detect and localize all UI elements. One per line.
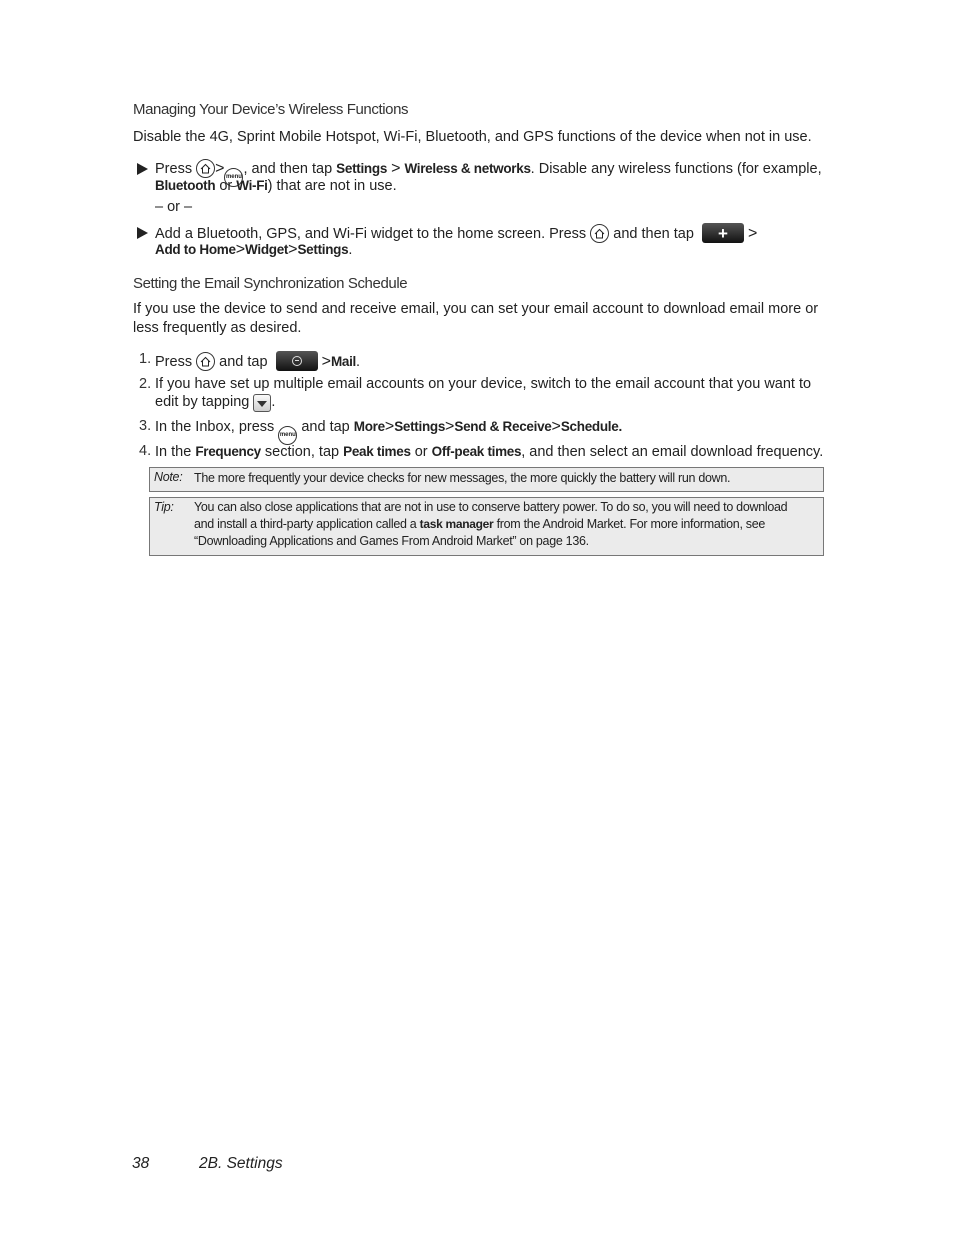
separator: > [288,241,298,258]
page-number: 38 [132,1155,150,1172]
step-number: 2. [139,376,152,392]
off-peak-times-label: Off-peak times [431,444,522,459]
text: and install a third-party application called a [194,517,417,531]
section-heading-wireless: Managing Your Device’s Wireless Functions [133,101,409,118]
step-2-line2 [155,394,275,412]
frequency-label: Frequency [195,444,261,459]
menu-path-widget: Widget [245,242,289,257]
text: section, tap [264,444,340,460]
tip-label: Tip: [154,500,174,514]
separator: > [235,241,246,258]
text: or [219,178,233,194]
text: In the Inbox, press [155,419,275,435]
text: , and then select an email download frequency. [521,444,824,460]
text: ) that are not in use. [267,178,397,194]
or-divider: – or – [155,199,193,215]
section-intro-line1: If you use the device to send and receive email, you can set your email account to download email more or [133,301,819,317]
separator: > [321,353,331,370]
step-4 [155,443,823,461]
note-box [149,467,824,492]
bluetooth-label: Bluetooth [155,178,216,193]
bullet1-line2 [155,177,397,195]
separator: > [384,418,395,435]
bullet-triangle-icon [137,227,148,239]
text: edit by tapping [155,394,250,410]
separator: > [391,160,401,177]
tip-line3: “Downloading Applications and Games From Android Market” on page 136. [194,534,589,548]
home-icon [196,352,215,371]
footer-section: 2B. Settings [199,1155,283,1172]
text: and tap [301,419,350,435]
step-number: 4. [139,443,152,459]
menu-path-wireless: Wireless & networks [404,161,531,176]
text: . [271,394,276,410]
task-manager-label: task manager [419,517,494,531]
menu-path-mail: Mail [330,354,356,369]
text: . [348,242,353,258]
step-number: 3. [139,418,152,434]
home-icon [590,224,609,243]
peak-times-label: Peak times [343,444,411,459]
section-intro-line2: less frequently as desired. [133,320,302,336]
menu-path-schedule: Schedule. [560,419,622,434]
text: . [356,354,361,370]
text: from the Android Market. For more information, see [496,517,766,531]
separator: > [747,225,758,242]
separator: > [445,418,455,435]
text: , and then tap [243,161,333,177]
tip-line2 [194,516,820,533]
bullet2-line1 [155,223,757,243]
text: . Disable any wireless functions (for example, [530,161,822,177]
step-3 [155,418,622,445]
menu-path-add-to-home: Add to Home [155,242,236,257]
menu-path-settings: Settings [297,242,349,257]
tip-box [149,497,824,556]
text: In the [155,444,192,460]
menu-icon: menu [224,168,243,187]
text: Press [155,161,193,177]
tip-line1: You can also close applications that are not in use to conserve battery power. To do so, you will need to download [194,500,788,514]
text: and then tap [613,226,694,242]
text: Press [155,354,193,370]
note-label: Note: [154,470,183,484]
section-heading-email-schedule: Setting the Email Synchronization Schedule [133,275,408,292]
step-2-line1: If you have set up multiple email accounts on your device, switch to the email account that you want to [155,376,812,392]
menu-path-settings: Settings [394,419,446,434]
wifi-label: Wi-Fi [236,178,268,193]
menu-icon: menu [278,426,297,445]
note-text: The more frequently your device checks for new messages, the more quickly the battery will run down. [194,471,731,485]
bullet2-line2 [155,241,352,259]
bullet-triangle-icon [137,163,148,175]
text: Add a Bluetooth, GPS, and Wi-Fi widget to the home screen. Press [155,226,587,242]
section-intro-wireless: Disable the 4G, Sprint Mobile Hotspot, Wi-Fi, Bluetooth, and GPS functions of the device when not in use. [133,129,812,145]
text: or [414,444,428,460]
separator: > [551,418,561,435]
step-number: 1. [139,351,152,367]
separator: > [215,160,225,177]
home-icon [196,159,215,178]
all-apps-button-icon [276,351,318,371]
dropdown-arrow-icon [253,394,271,412]
step-1 [155,351,360,371]
text: and tap [219,354,268,370]
menu-path-send-receive: Send & Receive [454,419,552,434]
menu-path-settings: Settings [336,161,388,176]
add-button-icon: + [702,223,744,243]
menu-path-more: More [353,419,385,434]
